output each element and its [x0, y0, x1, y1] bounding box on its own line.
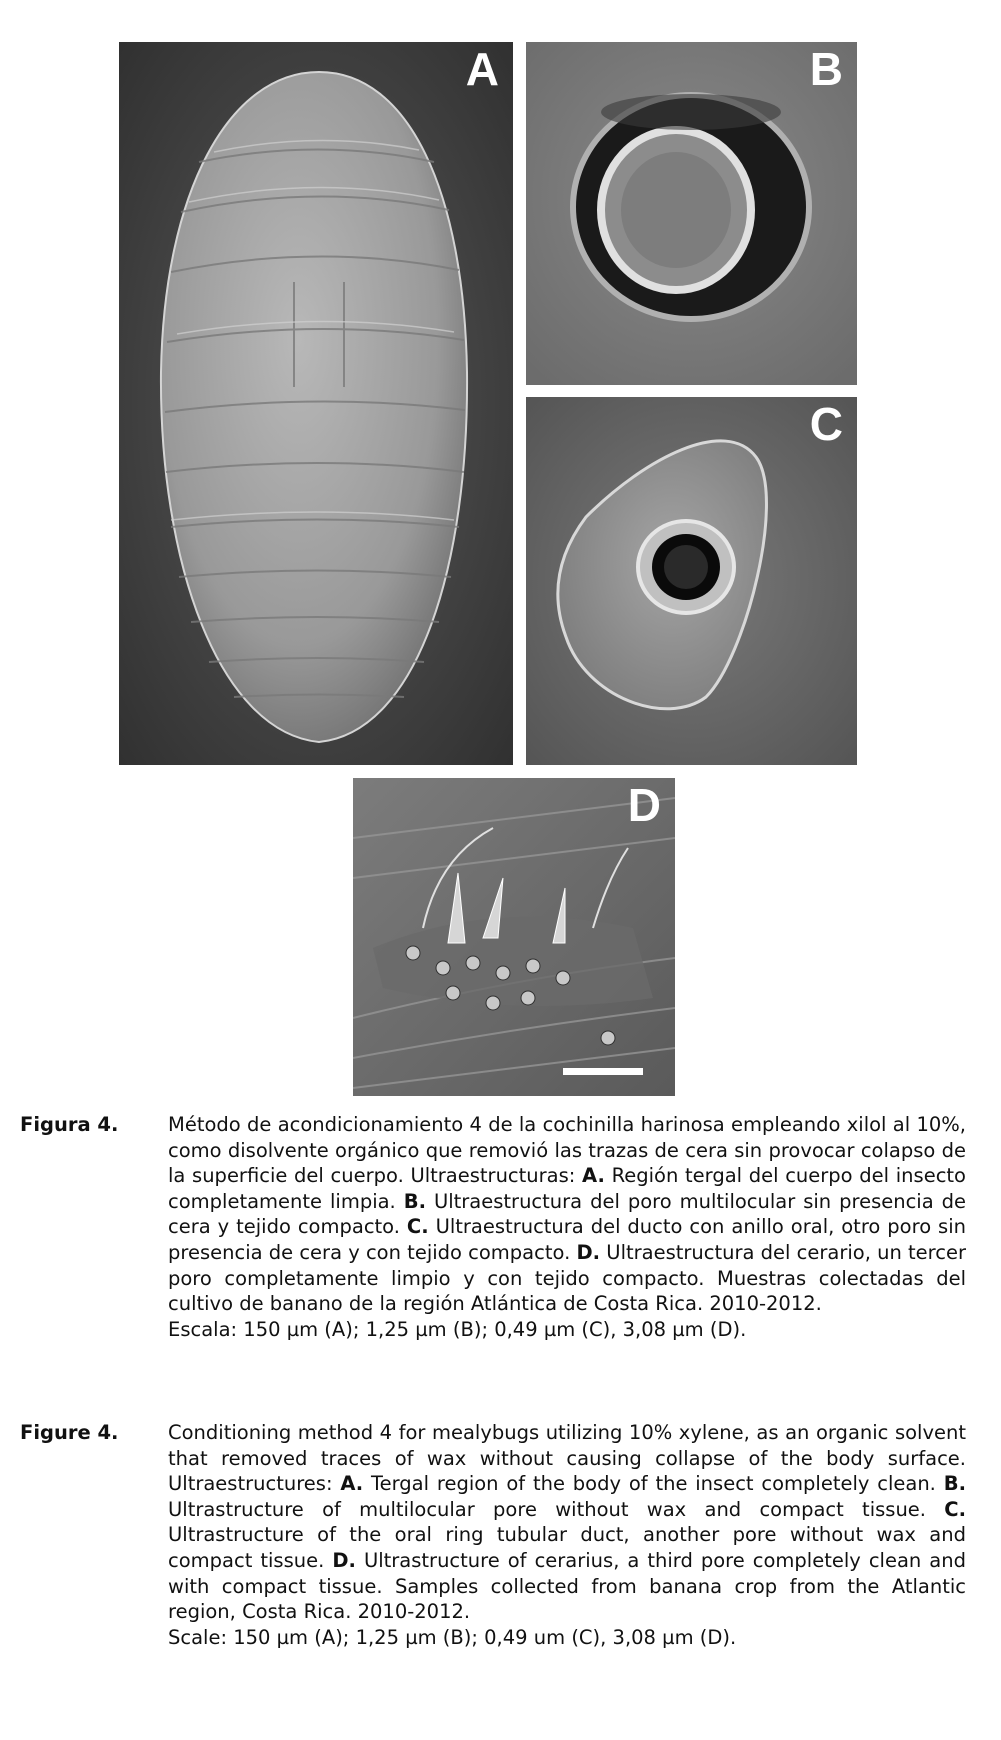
sem-panel-a [119, 42, 513, 765]
scale-bar [563, 1068, 643, 1075]
panel-label-c: C [809, 398, 843, 450]
caption-spanish-scale: Escala: 150 µm (A); 1,25 µm (B); 0,49 µm (C), 3,08 µm (D). [168, 1317, 747, 1341]
panel-label-a: A [465, 43, 499, 95]
caption-english-body [168, 1420, 966, 1650]
caption-english-label: Figure 4. [20, 1421, 119, 1444]
sem-panel-d [353, 778, 675, 1096]
panel-a-image [119, 42, 513, 765]
sem-panel-b [526, 42, 857, 385]
panel-d-image [353, 778, 675, 1096]
panel-b-image [526, 42, 857, 385]
caption-spanish-text: Método de acondicionamiento 4 de la cochinilla harinosa empleando xilol al 10%, como disolvente orgánico que removió las trazas de cera sin provocar colapso de la superficie del cuerpo. Ultraestructuras: A. Región tergal del cuerpo del insecto completamente limpia. B. Ultraestructura del poro multilocular sin presencia de cera y tejido compacto. C. Ultraestructura del ducto con anillo oral, otro poro sin presencia de cera y con tejido compacto. D. Ultraestructura del cerario, un tercer poro completamente limpio y con tejido compacto. Muestras colectadas del cultivo de banano de la región Atlántica de Costa Rica. 2010-2012. [168, 1113, 966, 1316]
panel-c-image [526, 397, 857, 765]
caption-english-text: Conditioning method 4 for mealybugs utilizing 10% xylene, as an organic solvent that removed traces of wax without causing collapse of the body surface. Ultraestructures: A. Tergal region of the body of the insect completely clean. B. Ultrastructure of multilocular pore without wax and compact tissue. C. Ultrastructure of the oral ring tubular duct, another pore without wax and compact tissue. D. Ultrastructure of cerarius, a third pore completely clean and with compact tissue. Samples collected from banana crop from the Atlantic region, Costa Rica. 2010-2012. [168, 1421, 966, 1624]
caption-spanish-body [168, 1112, 966, 1342]
panel-label-d: D [627, 779, 661, 831]
sem-panel-c [526, 397, 857, 765]
caption-english-scale: Scale: 150 µm (A); 1,25 µm (B); 0,49 um (C), 3,08 µm (D). [168, 1625, 737, 1649]
panel-label-b: B [809, 43, 843, 95]
caption-spanish-label: Figura 4. [20, 1113, 119, 1136]
